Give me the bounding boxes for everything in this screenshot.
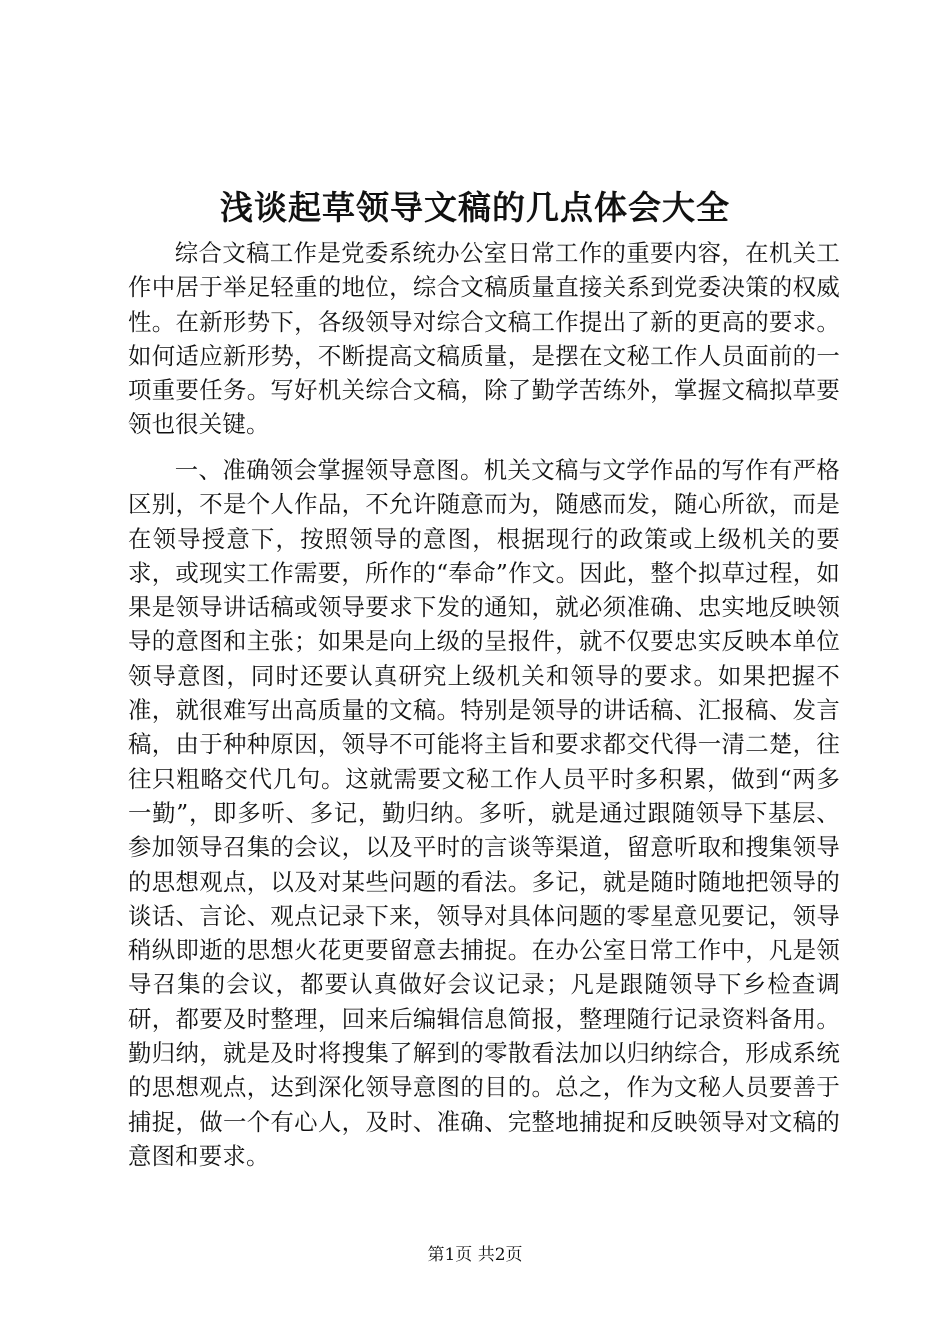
intro-paragraph: 综合文稿工作是党委系统办公室日常工作的重要内容，在机关工作中居于举足轻重的地位，综合文稿质量直接关系到党委决策的权威性。在新形势下，各级领导对综合文稿工作提出了新的更高的要求。如何适应新形势，不断提高文稿质量，是摆在文秘工作人员面前的一项重要任务。写好机关综合文稿，除了勤学苦练外，掌握文稿拟草要领也很关键。: [128, 239, 840, 439]
section-one-paragraph: 一、准确领会掌握领导意图。机关文稿与文学作品的写作有严格区别，不是个人作品，不允许随意而为，随感而发，随心所欲，而是在领导授意下，按照领导的意图，根据现行的政策或上级机关的要求，或现实工作需要，所作的“奉命”作文。因此，整个拟草过程，如果是领导讲话稿或领导要求下发的通知，就必须准确、忠实地反映领导的意图和主张；如果是向上级的呈报件，就不仅要忠实反映本单位领导意图，同时还要认真研究上级机关和领导的要求。如果把握不准，就很难写出高质量的文稿。特别是领导的讲话稿、汇报稿、发言稿，由于种种原因，领导不可能将主旨和要求都交代得一清二楚，往往只粗略交代几句。这就需要文秘工作人员平时多积累，做到“两多一勤”，即多听、多记，勤归纳。多听，就是通过跟随领导下基层、参加领导召集的会议，以及平时的言谈等渠道，留意听取和搜集领导的思想观点，以及对某些问题的看法。多记，就是随时随地把领导的谈话、言论、观点记录下来，领导对具体问题的零星意见要记，领导稍纵即逝的思想火花更要留意去捕捉。在办公室日常工作中，凡是领导召集的会议，都要认真做好会议记录；凡是跟随领导下乡检查调研，都要及时整理，回来后编辑信息简报，整理随行记录资料备用。勤归纳，就是及时将搜集了解到的零散看法加以归纳综合，形成系统的思想观点，达到深化领导意图的目的。总之，作为文秘人员要善于捕捉，做一个有心人，及时、准确、完整地捕捉和反映领导对文稿的意图和要求。: [128, 456, 840, 1170]
document-title: 浅谈起草领导文稿的几点体会大全: [220, 188, 730, 227]
page-footer: 第1页 共2页: [427, 1245, 523, 1265]
